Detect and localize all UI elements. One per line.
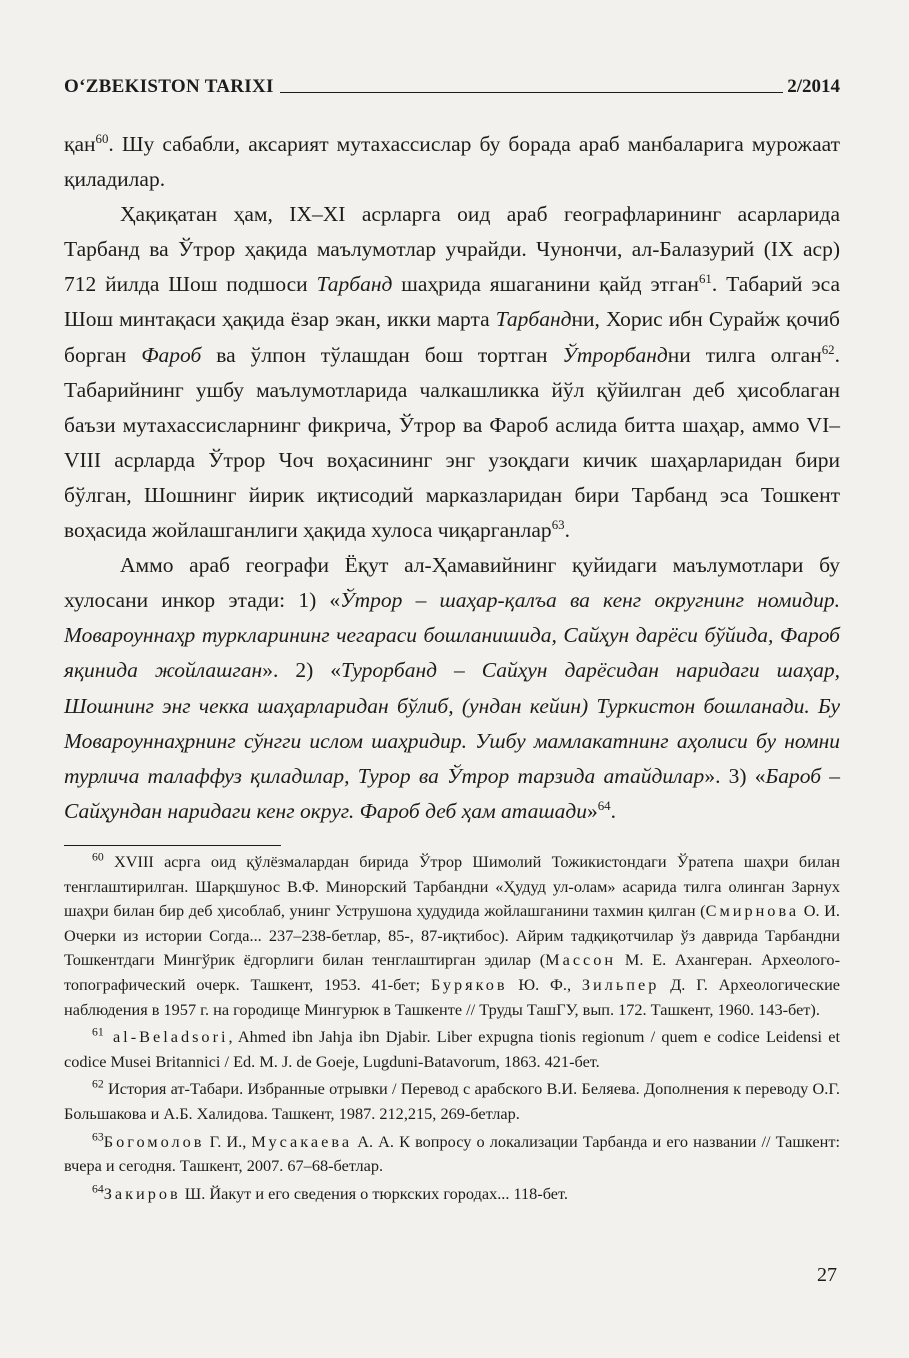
- text-run: О. И. Очерки из истории Согда... 237–238-бетлар, 85-, 87-иқтибос). Айрим тадқиқотчилар ўз даврида Тарбандни Тошкентдаги Мингўрик ёдгорлиги билан тенглаштирган эдилар (: [64, 901, 841, 970]
- author-name: Богомолов: [103, 1131, 205, 1151]
- text-run: .: [564, 518, 570, 543]
- footnote-ref-61[interactable]: 61: [698, 272, 712, 287]
- italic-quote: Турорбанд – Сайҳун дарёсидан наридаги шаҳар, Шошнинг энг чекка шаҳарларидан бўлиб, (ундан кейин) Туркистон бошланади. Бу Мовароуннаҳрнинг сўнгги ислом шаҳридир. Ушбу мамлакатнинг аҳолиси бу номни турлича талаффуз қиладилар, Турор ва Ўтрор тарзида атайдилар: [64, 658, 840, 788]
- issue-number: 2/2014: [787, 76, 840, 97]
- author-name: Закиров: [103, 1183, 181, 1203]
- author-name: Буряков: [430, 974, 508, 994]
- footnote-ref-62[interactable]: 62: [821, 342, 835, 357]
- text-run: Ш. Йакут и его сведения о тюркских городах... 118-бет.: [180, 1183, 568, 1203]
- page-number: 27: [817, 1264, 837, 1286]
- text-run: ва ўлпон тўлашдан бош тортган: [201, 342, 563, 367]
- text-run: М. Е. Ахангеран. Археолого-топографический очерк. Ташкент, 1953. 41-бет;: [64, 950, 840, 994]
- italic-term: Ўтрорбанд: [562, 342, 668, 367]
- italic-quote: Ўтрор – шаҳар-қалъа ва кенг округнинг номидир. Мовароуннаҳр туркларининг чегараси бошланишида, Сайҳун дарёси бўйида, Фароб яқинида жойлашган: [64, 588, 840, 683]
- footnote-number: 64: [92, 1182, 104, 1196]
- header-rule: [280, 92, 784, 93]
- footnote-number: 60: [92, 850, 104, 864]
- text-run: . Табарий эса Шош минтақаси ҳақида ёзар экан, икки марта: [64, 272, 840, 332]
- text-run: . Шу сабабли, аксарият мутахассислар бу борада араб манбаларига мурожаат қиладилар.: [64, 132, 840, 192]
- text-run: Г. И.,: [204, 1131, 252, 1151]
- footnote-63: [64, 1130, 840, 1179]
- main-text: [64, 127, 840, 829]
- author-name: Массон: [545, 950, 617, 970]
- author-name: al-Beladsori: [103, 1027, 229, 1047]
- footnote-number: 62: [92, 1077, 104, 1091]
- text-run: А. А. К вопросу о локализации Тарбанда и его названии // Ташкент: вчера и сегодня. Ташкент, 2007. 67–68-бетлар.: [64, 1131, 840, 1176]
- paragraph-1: [64, 127, 840, 197]
- footnote-divider: [64, 845, 281, 846]
- text-run: , Ahmed ibn Jahja ibn Djabir. Liber expugna tionis regionum / quem e codice Leidensi et codice Musei Britannici / Ed. M. J. de Goeje, Lugduni-Batavorum, 1863. 421-бет.: [64, 1027, 841, 1071]
- text-run: Аммо араб географи Ёқут ал-Ҳамавийнинг қуйидаги маълумотлари бу хулосани инкор этади: 1) «: [64, 553, 840, 613]
- text-run: История ат-Табари. Избранные отрывки / Перевод с арабского В.И. Беляева. Дополнения к переводу О.Г. Большакова и А.Б. Халидова. Ташкент, 1987. 212,215, 269-бетлар.: [64, 1079, 840, 1123]
- footnote-number: 61: [92, 1025, 104, 1039]
- italic-term: Тарбанд: [495, 307, 572, 332]
- text-run: . Табарийнинг ушбу маълумотларида чалкашликка йўл қўйилган деб ҳисоблаган баъзи мутахассисларнинг фикрича, Ўтрор ва Фароб аслида битта шаҳар, аммо VI–VIII асрларда Ўтрор Чоч воҳасининг энг узоқдаги кичик шаҳарларидан бири бўлган, Шошнинг йирик иқтисодий марказларидан бири Тарбанд эса Тошкент воҳасида жойлашганлиги ҳақида хулоса чиқарганлар: [64, 342, 840, 543]
- author-name: Смирнова: [705, 901, 800, 921]
- footnote-61: [64, 1025, 840, 1074]
- running-header: [64, 68, 840, 98]
- text-run: ни, Хорис ибн Сурайж қочиб борган: [64, 307, 840, 367]
- footnote-ref-60[interactable]: 60: [95, 131, 109, 146]
- text-run: »: [586, 798, 598, 823]
- italic-term: Тарбанд: [316, 272, 393, 297]
- text-run: ». 2) «: [262, 658, 341, 683]
- italic-term: Фароб: [141, 342, 202, 367]
- footnote-62: [64, 1077, 840, 1126]
- paragraph-3: [64, 548, 840, 829]
- author-name: Зильпер: [581, 974, 660, 994]
- author-name: Мусакаева: [251, 1131, 353, 1151]
- text-run: Д. Г. Археологические наблюдения в 1957 г. на городище Мингурюк в Ташкенте // Труды ТашГУ, вып. 172. Ташкент, 1960. 143-бет).: [64, 974, 841, 1019]
- text-run: Ю. Ф.,: [507, 974, 582, 994]
- text-run: ни тилга олган: [667, 342, 822, 367]
- text-run: ». 3) «: [704, 763, 766, 788]
- text-run: .: [610, 798, 616, 823]
- paragraph-2: [64, 197, 840, 548]
- italic-quote: Бароб – Сайҳундан наридаги кенг округ. Фароб деб ҳам аташади: [64, 763, 840, 823]
- journal-title: O‘ZBEKISTON TARIXI: [64, 76, 274, 97]
- text-run: қан: [64, 132, 96, 156]
- footnote-60: [64, 850, 840, 1022]
- footnote-number: 63: [92, 1130, 104, 1144]
- footnotes: [64, 850, 840, 1209]
- text-run: Ҳақиқатан ҳам, IX–XI асрларга оид араб географларининг асарларида Тарбанд ва Ўтрор ҳақида маълумотлар учрайди. Чунончи, ал-Балазурий (IX аср) 712 йилда Шош подшоси: [64, 202, 840, 297]
- footnote-ref-63[interactable]: 63: [551, 517, 565, 532]
- footnote-64: [64, 1182, 840, 1207]
- text-run: шаҳрида яшаганини қайд этган: [392, 272, 699, 297]
- text-run: XVIII асрга оид қўлёзмалардан бирида Ўтрор Шимолий Тожикистондаги Ўратепа шаҳри билан тенглаштирилган. Шарқшунос В.Ф. Минорский Тарбандни «Ҳудуд ул-олам» асарида тилга олинган Зарнух шаҳри билан бир деб ҳисоблаб, унинг Уструшона ҳудудида жойлашганини тахмин қилган (: [64, 852, 840, 921]
- footnote-ref-64[interactable]: 64: [597, 798, 611, 813]
